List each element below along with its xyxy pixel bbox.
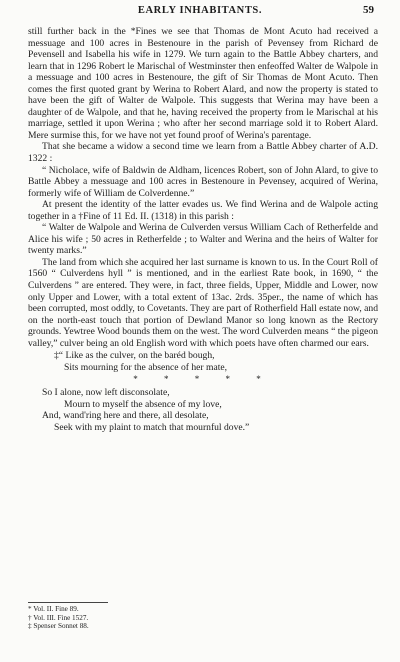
footnote: ‡ Spenser Sonnet 88. <box>28 622 89 631</box>
running-head: EARLY INHABITANTS. <box>137 5 263 16</box>
verse-line: And, wand'ring here and there, all desolate, <box>42 410 209 422</box>
poem <box>28 350 378 433</box>
paragraph: The land from which she acquired her last surname is known to us. In the Court Roll of 1560 “ Culverdens hyll ” is mentioned, and in the earliest Rate book, in 1690, “ the Culverdens ” are entered. They were, in fact, three fields, Upper, Middle and Lower, now only Upper and Lower, with a total extent of 13ac. 2rds. 35per., the name of which has been corrupted, most oddly, to Covetants. They are part of Rotherfield Hall estate now, and on the north-east touch that portion of Dewland Manor so long known as the Rectory grounds. Yewtree Wood bounds them on the west. The word Culverden means “ the pigeon valley,” culver being an old English word with which poets have often charmed our ears. <box>28 256 378 349</box>
verse-line: Sits mourning for the absence of her mate, <box>64 361 228 373</box>
verse-line: So I alone, now left disconsolate, <box>42 386 170 398</box>
page-number: 59 <box>363 4 374 16</box>
footnote-rule <box>28 602 108 603</box>
body-text <box>28 26 378 433</box>
quotation-paragraph: “ Nicholace, wife of Baldwin de Aldham, licences Robert, son of John Alard, to give to Battle Abbey a messuage and 100 acres in Bestenoure in Pevensey, acquired of Werina, formerly wife of William de Colverdenne.” <box>28 164 378 199</box>
paragraph: At present the identity of the latter evades us. We find Werina and de Walpole acting together in a †Fine of 11 Ed. II. (1318) in this parish : <box>28 199 378 222</box>
verse-line: Mourn to myself the absence of my love, <box>64 398 222 410</box>
footnote: * Vol. II. Fine 89. <box>28 605 79 613</box>
footnotes <box>28 605 378 631</box>
section-stars: * * * * * <box>133 374 273 385</box>
paragraph: still further back in the *Fines we see that Thomas de Mont Acuto had received a messuage and 100 acres in Bestenoure in the parish of Pevensey from Richard de Pevensell and Isabella his wife in 1279. We turn again to the Battle Abbey charters, and learn that in 1296 Robert le Marischal of Westminster then enfeoffed Walter de Walpole in a messuage and 100 acres in Bestenoure, the gift of Sir Thomas de Mont Acuto. Then comes the first quoted grant by Werina to Robert Alard, and now the property is stated to have been the gift of Walter de Walpole. This suggests that Werina may have been a daughter of de Walpole, and that he, having received the property from le Marischal at his marriage, settled it upon Werina ; who after her second marriage sold it to Robert Alard. Mere surmise this, for we have not yet found proof of Werina's parentage. <box>28 26 378 141</box>
paragraph: That she became a widow a second time we learn from a Battle Abbey charter of A.D. 1322 : <box>28 141 378 165</box>
page-header <box>0 4 400 20</box>
verse-line: ‡“ Like as the culver, on the baréd bough, <box>54 350 215 362</box>
footnote: † Vol. III. Fine 1527. <box>28 613 89 622</box>
quotation-paragraph: “ Walter de Walpole and Werina de Culverden versus William Cach of Retherfelde and Alice his wife ; 50 acres in Retherfelde ; to Walter and Werina and the heirs of Walter for twenty marks.” <box>28 222 378 257</box>
verse-line: Seek with my plaint to match that mournful dove.” <box>54 421 250 433</box>
